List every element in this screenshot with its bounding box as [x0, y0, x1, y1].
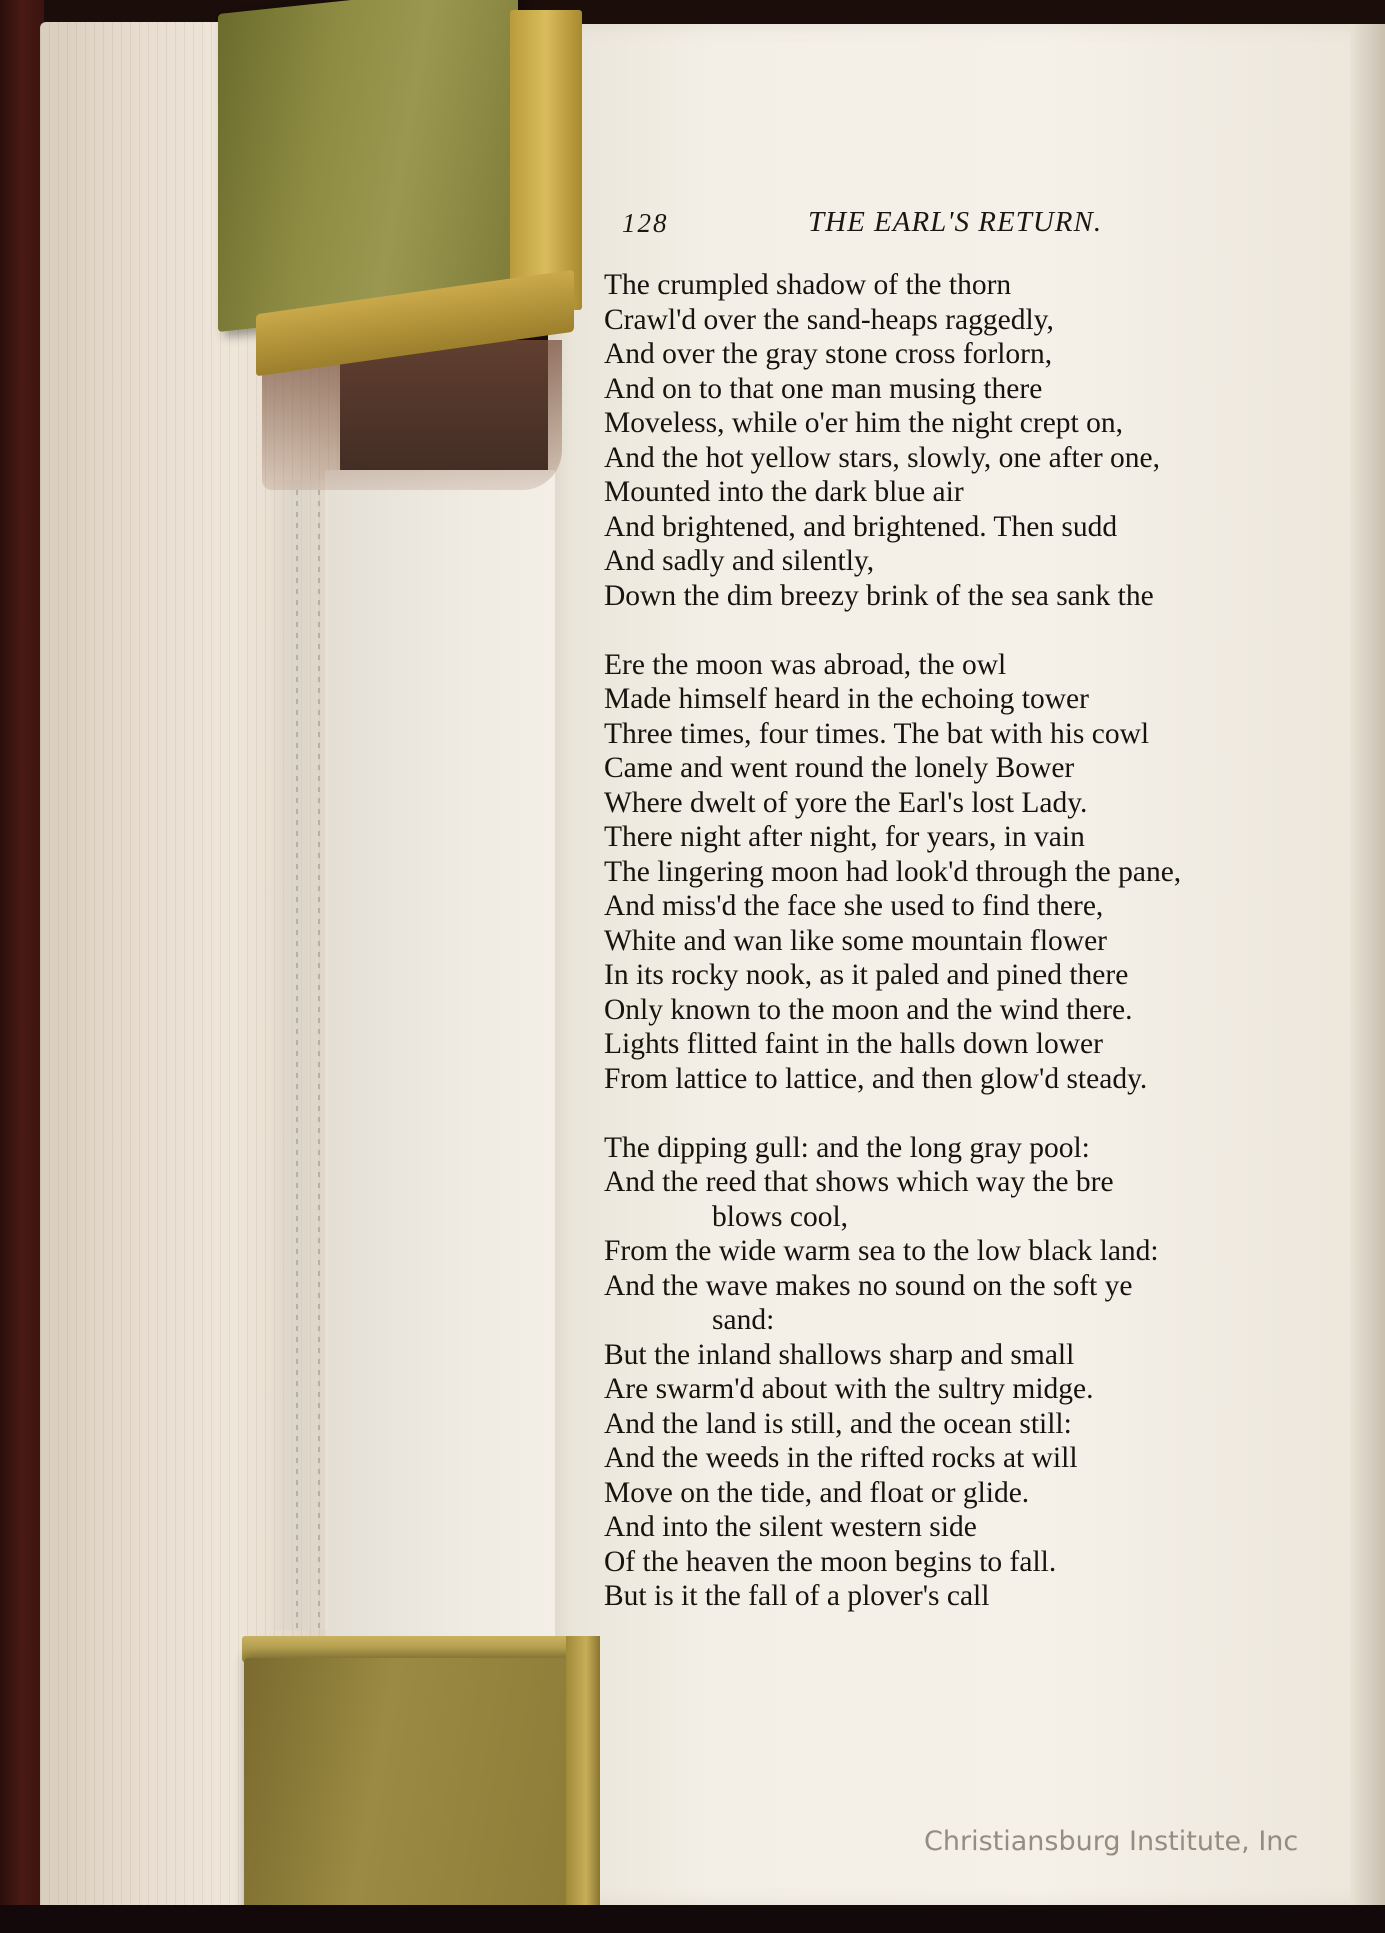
poem-line: sand:	[712, 1304, 775, 1336]
stanza	[604, 648, 1364, 1097]
page-inner-margin	[325, 470, 555, 1640]
poem-line: Where dwelt of yore the Earl's lost Lady.	[604, 786, 1088, 819]
top-brass-clamp	[218, 0, 518, 332]
poem-line: Came and went round the lonely Bower	[604, 752, 1075, 784]
poem-line: And into the silent western side	[604, 1511, 977, 1543]
poem-line: And on to that one man musing there	[604, 372, 1043, 405]
poem-line: The lingering moon had look'd through the pane,	[604, 855, 1182, 888]
poem-line: The dipping gull: and the long gray pool:	[604, 1131, 1090, 1164]
poem-line: From the wide warm sea to the low black land:	[604, 1235, 1159, 1267]
poem-line: Moveless, while o'er him the night crept on,	[604, 407, 1124, 439]
poem-line: Three times, four times. The bat with his cowl	[604, 717, 1150, 750]
bottom-shadow	[0, 1905, 1385, 1933]
bottom-brass-clamp-side	[566, 1636, 600, 1930]
stanza	[604, 1131, 1364, 1614]
top-brass-clamp-side	[510, 10, 582, 310]
poem-line: And the reed that shows which way the bre	[604, 1166, 1114, 1198]
gutter-stitch-line	[296, 490, 298, 1630]
bottom-brass-clamp	[244, 1658, 574, 1930]
poem-line: But the inland shallows sharp and small	[604, 1338, 1075, 1371]
poem-line: Of the heaven the moon begins to fall.	[604, 1545, 1057, 1578]
poem-line: There night after night, for years, in vain	[604, 821, 1085, 853]
poem-line: And the hot yellow stars, slowly, one after one,	[604, 441, 1161, 474]
poem-line: And over the gray stone cross forlorn,	[604, 338, 1053, 370]
poem-line: Made himself heard in the echoing tower	[604, 683, 1089, 715]
gutter-stitch-line	[318, 490, 320, 1630]
poem-line: Mounted into the dark blue air	[604, 476, 964, 508]
running-head	[622, 206, 1192, 246]
poem-line: Only known to the moon and the wind there.	[604, 993, 1133, 1026]
poem-line: In its rocky nook, as it paled and pined there	[604, 959, 1129, 991]
poem-line: Are swarm'd about with the sultry midge.	[604, 1373, 1094, 1405]
stanza	[604, 268, 1364, 613]
page-number: 128	[622, 208, 669, 238]
poem-line: And miss'd the face she used to find there,	[604, 890, 1104, 922]
poem-line: White and wan like some mountain flower	[604, 924, 1107, 957]
poem-line: Lights flitted faint in the halls down lower	[604, 1028, 1103, 1060]
poem-line: And the wave makes no sound on the soft ye	[604, 1269, 1133, 1302]
poem-line: And brightened, and brightened. Then sudd	[604, 510, 1118, 543]
poem-line: And the land is still, and the ocean still:	[604, 1407, 1072, 1440]
poem-line: Ere the moon was abroad, the owl	[604, 648, 1007, 681]
poem-line: Move on the tide, and float or glide.	[604, 1476, 1030, 1509]
poem-line: The crumpled shadow of the thorn	[604, 269, 1012, 301]
book-cover-edge	[0, 0, 44, 1933]
poem-line: Crawl'd over the sand-heaps raggedly,	[604, 303, 1054, 336]
watermark: Christiansburg Institute, Inc	[924, 1826, 1299, 1857]
poem-text	[604, 268, 1364, 1648]
poem-line: Down the dim breezy brink of the sea sank the	[604, 579, 1154, 612]
poem-line: blows cool,	[712, 1200, 849, 1233]
poem-line: And the weeds in the rifted rocks at will	[604, 1442, 1078, 1474]
running-title: THE EARL'S RETURN.	[808, 206, 1103, 238]
poem-line: But is it the fall of a plover's call	[604, 1580, 990, 1612]
poem-line: From lattice to lattice, and then glow'd steady.	[604, 1062, 1148, 1095]
poem-line: And sadly and silently,	[604, 545, 875, 577]
